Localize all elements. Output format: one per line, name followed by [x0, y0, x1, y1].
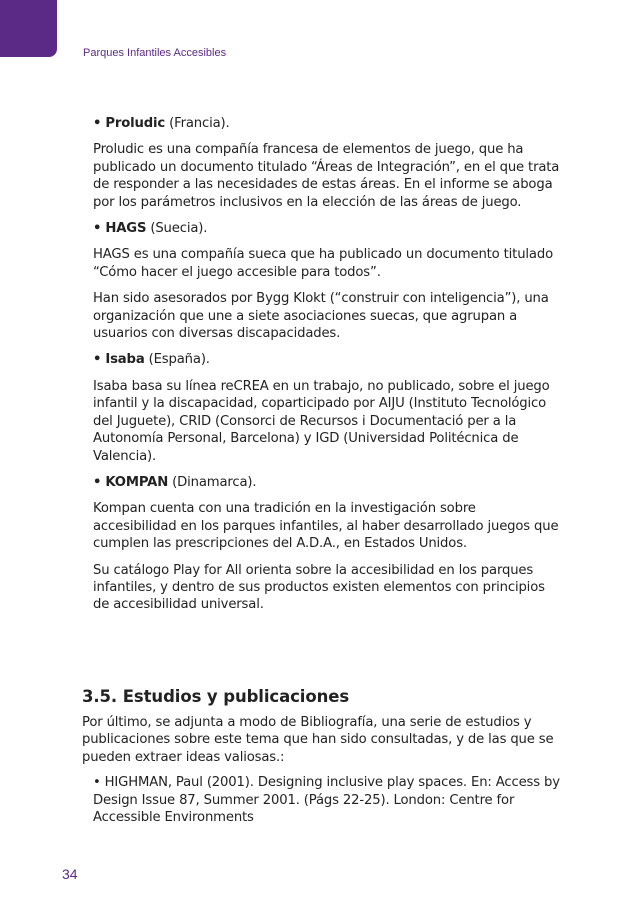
- section-studies: [82, 686, 572, 834]
- paragraph-proludic: Proludic es una compañía francesa de elementos de juego, que ha publicado un documento titulado “Áreas de Integración”, en el que trata de responder a las necesidades de estas áreas. En el informe se aboga por los parámetros inclusivos en la elección de las áreas de juego.: [93, 142, 560, 210]
- section-intro: Por último, se adjunta a modo de Bibliografía, una serie de estudios y publicaciones sobre este tema que han sido consultadas, y de las que se pueden extraer ideas valiosas.:: [82, 715, 554, 765]
- entry-name: Proludic: [105, 116, 166, 131]
- entry-name: KOMPAN: [105, 474, 169, 490]
- running-header: Parques Infantiles Accesibles: [83, 47, 227, 59]
- chapter-tab: [0, 0, 57, 57]
- entry-country: (Dinamarca).: [172, 474, 257, 490]
- entry-isaba: [93, 351, 563, 368]
- entry-bullet: •: [93, 352, 102, 368]
- entry-country: (Suecia).: [150, 221, 208, 237]
- body-text: [93, 115, 563, 623]
- entry-proludic: [93, 115, 563, 132]
- paragraph-hags-1: HAGS es una compañía sueca que ha publicado un documento titulado “Cómo hacer el juego accesible para todos”.: [93, 247, 553, 280]
- paragraph-kompan-2: Su catálogo Play for All orienta sobre la accesibilidad en los parques infantiles, y dentro de sus productos existen elementos con principios de accesibilidad universal.: [93, 562, 545, 613]
- entry-name: HAGS: [105, 221, 147, 237]
- section-heading: 3.5. Estudios y publicaciones: [82, 687, 350, 706]
- entry-bullet: •: [93, 221, 102, 237]
- entry-bullet: •: [93, 116, 102, 131]
- entry-name: Isaba: [105, 352, 145, 368]
- paragraph-isaba: Isaba basa su línea reCREA en un trabajo, no publicado, sobre el juego infantil y la discapacidad, coparticipado por AIJU (Instituto Tecnológico del Juguete), CRID (Consorci de Recursos i Documentació per a la Autonomía Personal, Barcelona) y IGD (Universidad Politécnica de Valencia).: [93, 378, 550, 464]
- entry-country: (Francia).: [169, 116, 230, 131]
- paragraph-kompan-1: Kompan cuenta con una tradición en la investigación sobre accesibilidad en los parques infantiles, al haber desarrollado juegos que cumplen las prescripciones del A.D.A., en Estados Unidos.: [93, 501, 559, 552]
- entry-kompan: [93, 474, 563, 491]
- entry-hags: [93, 220, 563, 237]
- page-number: 34: [62, 866, 78, 882]
- paragraph-hags-2: Han sido asesorados por Bygg Klokt (“construir con inteligencia”), una organización que une a siete asociaciones suecas, que agrupan a usuarios con diversas discapacidades.: [93, 291, 549, 342]
- entry-country: (España).: [148, 352, 210, 368]
- reference-item: • HIGHMAN, Paul (2001). Designing inclusive play spaces. En: Access by Design Issue 87, Summer 2001. (Págs 22-25). London: Centre for Accessible Environments: [93, 775, 560, 826]
- entry-bullet: •: [93, 474, 102, 490]
